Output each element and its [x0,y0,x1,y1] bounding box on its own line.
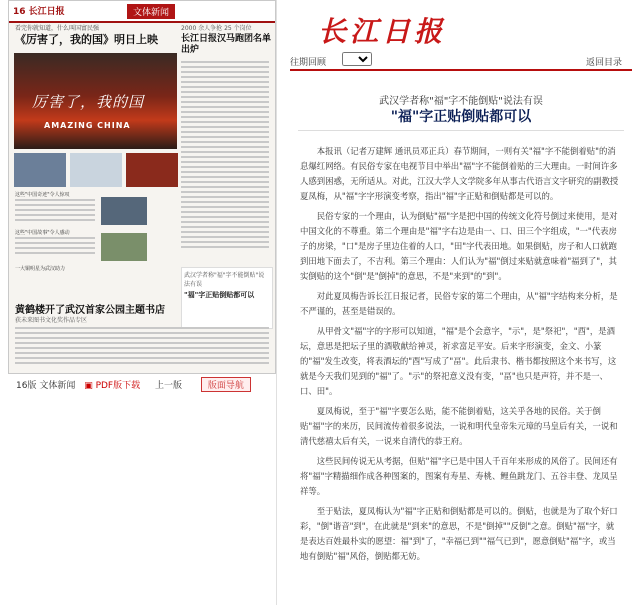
thumbnail-bottom-sub: 获未来图书文化奖作品专区 [15,317,88,324]
thumbnail-image [14,153,66,187]
return-to-contents-link[interactable]: 返回目录 [585,58,622,68]
issue-select[interactable] [342,52,372,66]
toolbar-rule [290,69,632,71]
photo-subtitle: AMAZING CHINA [44,121,131,130]
highlight-box-small: 武汉学者称"福"字不能倒贴"说法有误 [184,272,265,288]
current-section-link[interactable]: 16版 文体新闻 [16,381,76,391]
article-body [290,80,632,605]
thumbnail-caption[interactable]: 这些"中国故事"令人感动 [15,230,70,236]
pdf-label: PDF版下载 [95,381,141,391]
newspaper-page-thumbnail[interactable] [8,0,276,374]
article-paragraph: 从甲骨文"福"字的字形可以知道，"福"是个会意字，"示"，是"祭祀"，"酉"，是酒坛，意思是把坛子里的酒敬献给神灵，祈求富足平安。后来字形演变，金文、小篆的"福"发生改变，将表酒坛的"酉"写成了"畐"。此后隶书、楷书都按照这个来书写，这就是今天我们见到的"福"了。"示"的祭祀意义没有变，"畐"也只是声符，并不是一、口、田"。 [300,326,617,396]
page-nav-button[interactable]: 版面导航 [201,377,251,392]
article-paragraphs [300,144,622,569]
article-paragraph: 本报讯（记者万建辉 通讯员邓正兵）春节期间，一则有关"福"字不能倒着贴"的消息爆红网络。有民俗专家在电视节目中举出"福"字不能倒着贴的三大理由。一时间许多人感到困惑，无所适从。对此，江汉大学人文学院多年从事古代语言文字研究的副教授夏凤梅，从"福"字字形演变考察，指出"福"字正贴和倒贴都是可以的。 [300,146,619,201]
thumbnail-page-label: 16 长江日报 [13,7,65,17]
article-title: "福"字正贴倒贴都可以 [390,109,532,125]
highlight-box-title: "福"字正贴倒贴都可以 [184,291,255,299]
photo-title: 厉害了，我的国 [32,93,145,111]
pdf-download-link[interactable]: ▣ PDF版下载 [84,381,141,391]
article-paragraph: 对此夏凤梅告诉长江日报记者，民俗专家的第二个理由，从"福"字结构来分析，是不严谨的，甚至是错误的。 [300,291,618,316]
thumbnail-caption[interactable]: 一大铜明星为武汉助力 [15,266,66,272]
thumbnail-headline[interactable]: 《厉害了，我的国》明日上映 [15,33,158,46]
thumbnail-right-column [181,23,271,56]
article-paragraph: 夏凤梅说，至于"福"字要怎么贴，能不能倒着贴，这关乎各地的民俗。关于倒贴"福"字的来历，民间流传着很多说法，一说和明代皇帝朱元璋的马皇后有关，一说和清代慈禧太后有关，一说来自清代的恭王府。 [300,406,618,446]
past-issues-link[interactable]: 往期回顾 [290,58,327,68]
right-column-headline[interactable]: 长江日报汉马跑团名单出炉 [181,34,272,55]
thumbnail-text-block [15,327,269,367]
thumbnail-image [70,153,122,187]
article-subtitle: 武汉学者称"福"字不能倒贴"说法有误 [379,96,543,107]
thumbnail-text-block [15,237,95,257]
page-navigation [16,377,257,392]
thumbnail-bottom-headline[interactable]: 黄鹤楼开了武汉首家公园主题书店 [15,305,165,316]
right-column-small[interactable]: 2000 余人争抢 25 个岗位 [181,25,252,32]
newspaper-logo[interactable]: 长江日报 [318,15,447,48]
article-paragraph: 这些民间传说无从考据，但贴"福"字已是中国人千百年来形成的风俗了。民间还有将"福"字精描细作成各种图案的，图案有寿星、寿桃、鲤鱼跳龙门、五谷丰登、龙凤呈祥等。 [300,456,618,496]
thumbnail-image [101,197,147,225]
divider [276,0,277,605]
article-paragraph: 至于贴法，夏凤梅认为"福"字正贴和倒贴都是可以的。倒贴，也就是为了取个好口彩，"倒"谐音"到"，在此就是"到来"的意思，不是"倒掉""反倒"之意。倒贴"福"字，就是表达百姓最朴实的愿望：福"到"了，"幸福已到""福气已到"，愿意倒贴"福"字，或当地有倒贴"福"风俗，倒贴都无妨。 [300,506,618,561]
article-paragraph: 民俗专家的一个理由，认为倒贴"福"字是把中国的传统文化符号倒过来使用，是对中国文化的不尊重。第二个理由是"福"字右边是由一、口、田三个字组成，"一"代表房子的房梁，"口"是房子里边住着的人口，"田"字代表田地。如果倒贴，房子和人口就跑到田地下面去了，不吉利。第三个理由：人们认为"福"倒过来贴就意味着"福到了"，其实倒贴的这个"倒"是"倒掉"的意思，不是"来到"的"到"。 [300,211,618,281]
prev-page-link[interactable]: 上一版 [155,381,183,391]
thumbnail-header [9,1,275,23]
title-divider [298,130,624,131]
thumbnail-caption[interactable]: 这些"中国奇迹"令人惊叹 [15,192,70,198]
thumbnail-mid-images [14,153,177,189]
thumbnail-photo[interactable] [14,53,177,149]
thumbnail-image [126,153,178,187]
thumbnail-highlight-box[interactable] [181,267,273,329]
thumbnail-text-block [15,199,95,224]
thumbnail-text-block [181,61,269,251]
thumbnail-lead[interactable]: 看完你就知道，什么叫国富民强 [15,25,100,32]
thumbnail-section-label: 文体新闻 [127,4,175,19]
thumbnail-image [101,233,147,261]
